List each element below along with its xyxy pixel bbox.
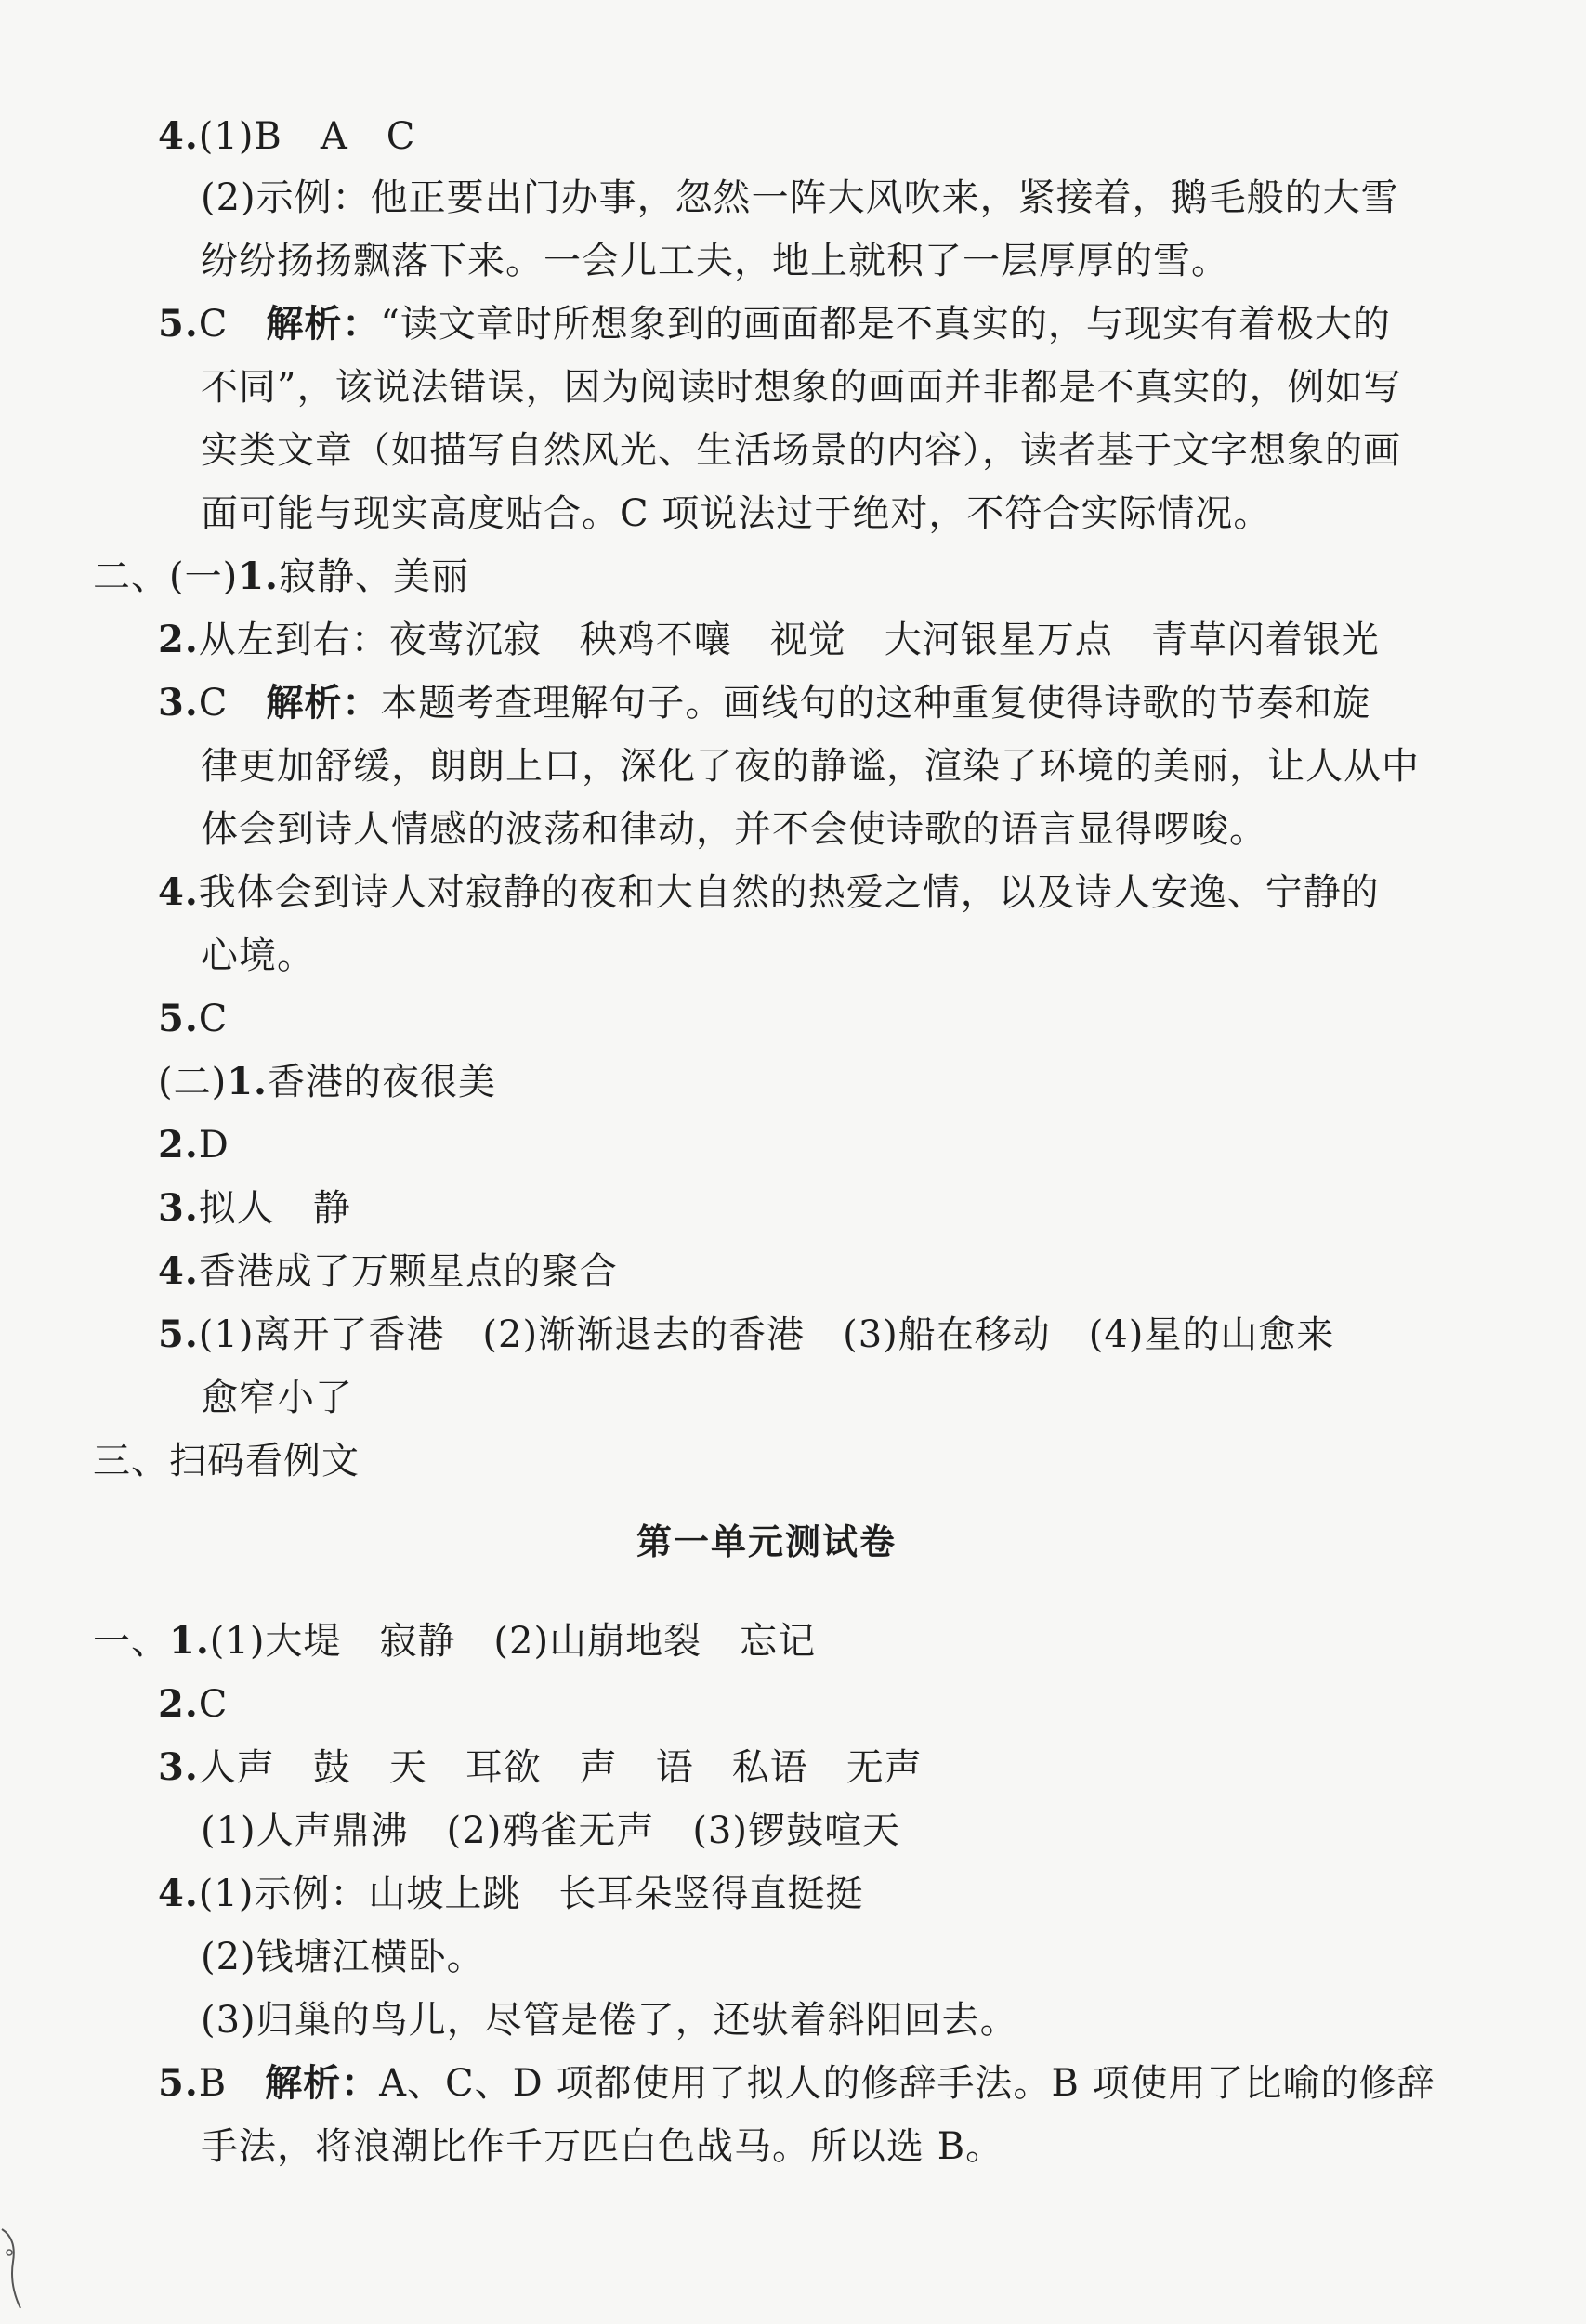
answer-line bbox=[158, 1681, 228, 1728]
answer-line bbox=[201, 175, 1399, 221]
answer-line bbox=[158, 680, 1370, 726]
answer-text: D bbox=[198, 1124, 229, 1167]
answer-line bbox=[158, 996, 228, 1042]
answer-text: 寂静、美丽 bbox=[278, 555, 469, 598]
section-marker: 一、 bbox=[93, 1620, 169, 1663]
answer-text: 不同”，该说法错误，因为阅读时想象的画面并非都是不真实的，例如写 bbox=[201, 366, 1402, 409]
answer-text: (1)B A C bbox=[198, 115, 416, 158]
answer-line bbox=[158, 1744, 923, 1791]
answer-line bbox=[93, 1618, 816, 1665]
answer-text: 我体会到诗人对寂静的夜和大自然的热爱之情，以及诗人安逸、宁静的 bbox=[198, 871, 1380, 914]
answer-line bbox=[201, 364, 1401, 411]
answer-line bbox=[158, 1185, 351, 1232]
answer-line bbox=[201, 933, 315, 979]
answer-text: 纷纷扬扬飘落下来。一会儿工夫，地上就积了一层厚厚的雪。 bbox=[201, 240, 1229, 282]
answer-text: (1)示例：山坡上跳 长耳朵竖得直挺挺 bbox=[198, 1873, 864, 1915]
answer-text: (1)离开了香港 (2)渐渐退去的香港 (3)船在移动 (4)星的山愈来 bbox=[198, 1313, 1335, 1356]
answer-line bbox=[158, 617, 1380, 663]
answer-text: (2)钱塘江横卧。 bbox=[201, 1936, 485, 1978]
answer-text: 实类文章（如描写自然风光、生活场景的内容），读者基于文字想象的画 bbox=[201, 429, 1401, 472]
answer-line bbox=[158, 1059, 496, 1105]
answer-line bbox=[158, 113, 415, 160]
answer-text: 香港的夜很美 bbox=[267, 1061, 496, 1103]
answer-line bbox=[158, 1122, 229, 1169]
item-number: 2. bbox=[158, 1682, 199, 1726]
answer-text: “读文章时所想象到的画面都是不真实的，与现实有着极大的 bbox=[380, 303, 1391, 346]
section-marker: (二) bbox=[158, 1061, 228, 1103]
answer-text: 人声 鼓 天 耳欲 声 语 私语 无声 bbox=[198, 1746, 923, 1789]
answer-line bbox=[201, 2123, 1003, 2170]
answer-line bbox=[201, 490, 1271, 537]
answer-text: (1)人声鼎沸 (2)鸦雀无声 (3)锣鼓喧天 bbox=[201, 1809, 900, 1852]
answer-text: 体会到诗人情感的波荡和律动，并不会使诗歌的语言显得啰唆。 bbox=[201, 808, 1267, 851]
answer-line bbox=[201, 743, 1420, 790]
answer-text: 心境。 bbox=[201, 934, 315, 977]
answer-text: 面可能与现实高度贴合。C 项说法过于绝对，不符合实际情况。 bbox=[201, 492, 1272, 535]
answer-line bbox=[201, 238, 1229, 284]
page-corner-decoration bbox=[0, 2211, 37, 2322]
item-number: 5. bbox=[158, 302, 199, 346]
answer-text: 香港成了万颗星点的聚合 bbox=[198, 1250, 618, 1293]
answer-text: 律更加舒缓，朗朗上口，深化了夜的静谧，渲染了环境的美丽，让人从中 bbox=[201, 745, 1420, 788]
item-number: 4. bbox=[158, 870, 199, 914]
answer-text: C bbox=[198, 1683, 229, 1726]
answer-line bbox=[201, 1375, 353, 1421]
answer-line bbox=[158, 1312, 1334, 1358]
answer-text: (1)大堤 寂静 (2)山崩地裂 忘记 bbox=[209, 1620, 817, 1663]
item-number: 3. bbox=[158, 1186, 199, 1230]
answer-text: 三、扫码看例文 bbox=[93, 1440, 360, 1482]
analysis-label: 解析： bbox=[266, 302, 381, 346]
unit-test-heading: 第一单元测试卷 bbox=[636, 1521, 897, 1562]
answer-text: C bbox=[198, 998, 229, 1040]
answer-line bbox=[158, 1871, 863, 1917]
answer-line bbox=[201, 1997, 1018, 2043]
item-number: 5. bbox=[158, 2061, 199, 2105]
analysis-label: 解析： bbox=[266, 681, 381, 725]
item-number: 2. bbox=[158, 1123, 199, 1167]
answer-line bbox=[201, 1808, 900, 1854]
answer-choice: B bbox=[198, 2062, 266, 2105]
answer-line bbox=[201, 427, 1401, 474]
item-number: 1. bbox=[227, 1060, 268, 1103]
item-number: 2. bbox=[158, 618, 199, 661]
answer-line bbox=[158, 1248, 618, 1295]
item-number: 4. bbox=[158, 114, 199, 158]
answer-line bbox=[201, 806, 1267, 853]
item-number: 3. bbox=[158, 681, 199, 725]
answer-text: 本题考查理解句子。画线句的这种重复使得诗歌的节奏和旋 bbox=[380, 682, 1371, 725]
answer-line bbox=[158, 301, 1391, 347]
section-marker: 二、(一) bbox=[93, 555, 239, 598]
answer-choice: C bbox=[198, 303, 267, 346]
item-number: 5. bbox=[158, 1312, 199, 1356]
answer-line bbox=[158, 869, 1380, 916]
answer-text: 拟人 静 bbox=[198, 1187, 351, 1230]
item-number: 1. bbox=[169, 1619, 210, 1663]
answer-line bbox=[93, 554, 469, 600]
answer-text: A、C、D 项都使用了拟人的修辞手法。B 项使用了比喻的修辞 bbox=[379, 2062, 1435, 2105]
item-number: 3. bbox=[158, 1745, 199, 1789]
answer-line bbox=[158, 2060, 1435, 2107]
answer-text: 手法，将浪潮比作千万匹白色战马。所以选 B。 bbox=[201, 2125, 1004, 2168]
answer-line bbox=[201, 1934, 485, 1980]
item-number: 1. bbox=[238, 555, 279, 598]
answer-text: 从左到右：夜莺沉寂 秧鸡不嚷 视觉 大河银星万点 青草闪着银光 bbox=[198, 619, 1380, 661]
answer-line bbox=[93, 1438, 360, 1484]
item-number: 4. bbox=[158, 1872, 199, 1915]
answer-text: (3)归巢的鸟儿，尽管是倦了，还驮着斜阳回去。 bbox=[201, 1999, 1018, 2042]
answer-choice: C bbox=[198, 682, 267, 725]
item-number: 4. bbox=[158, 1249, 199, 1293]
answer-text: 愈窄小了 bbox=[201, 1377, 353, 1419]
item-number: 5. bbox=[158, 997, 199, 1040]
answer-text: (2)示例：他正要出门办事，忽然一阵大风吹来，紧接着，鹅毛般的大雪 bbox=[201, 176, 1399, 219]
analysis-label: 解析： bbox=[265, 2061, 380, 2105]
